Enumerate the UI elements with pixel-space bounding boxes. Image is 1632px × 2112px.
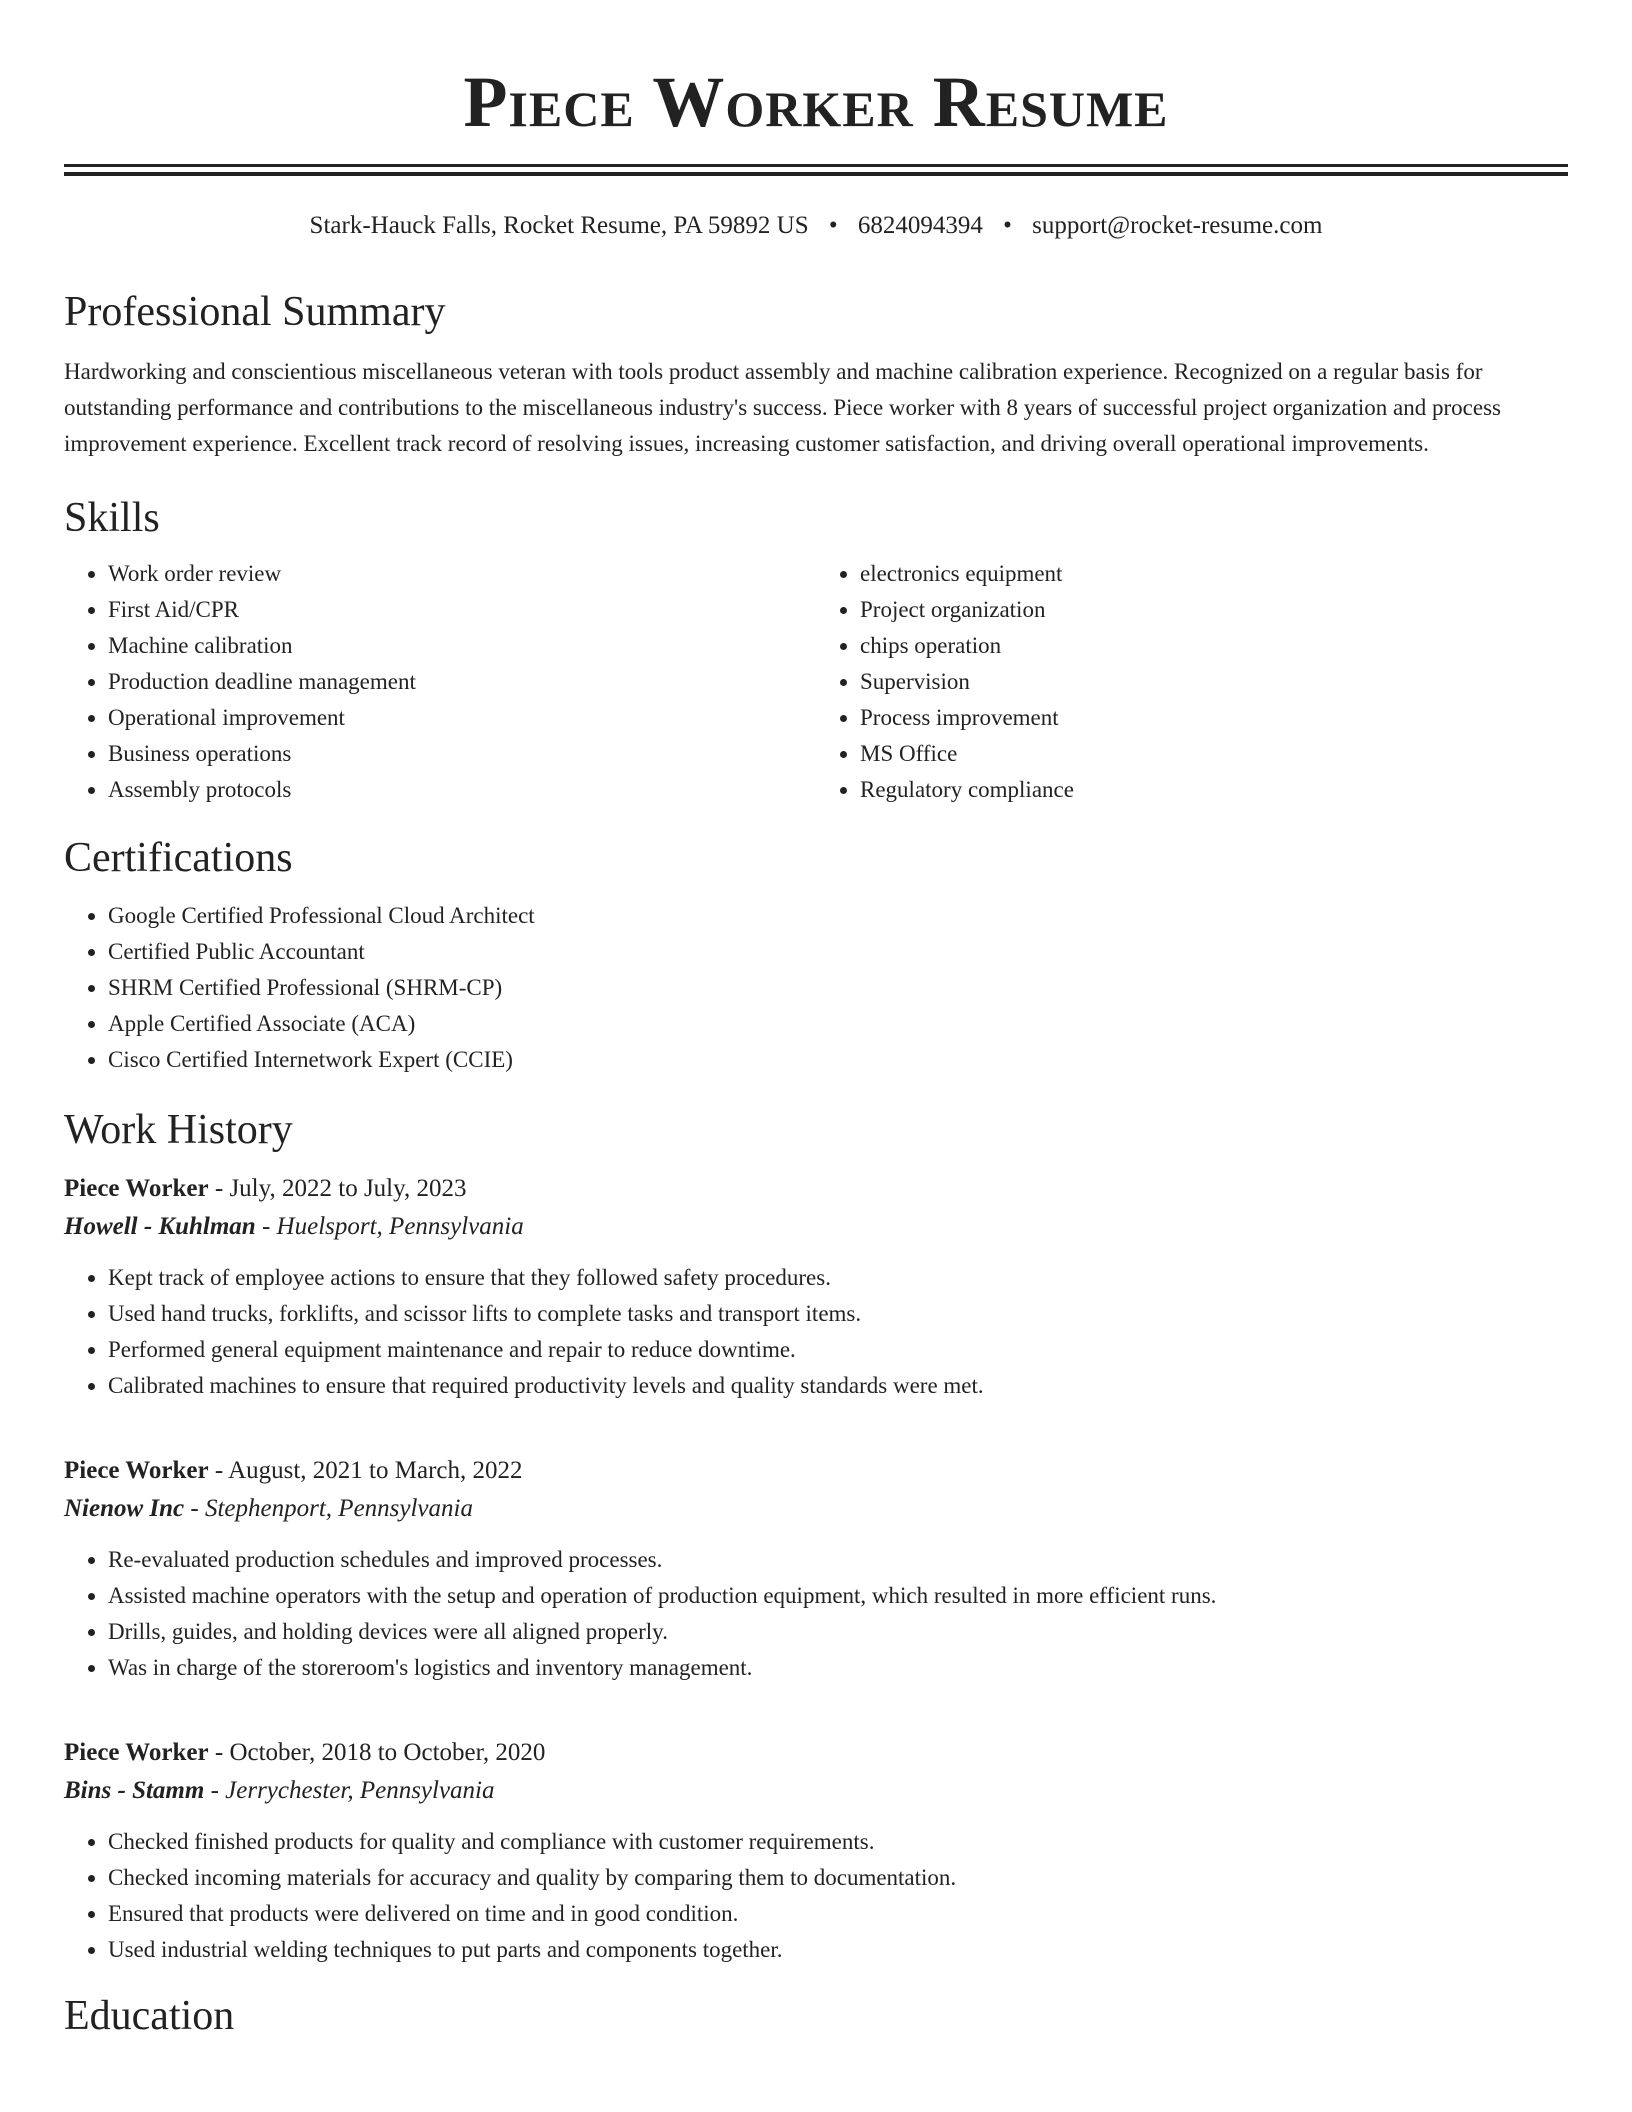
list-item: • Used hand trucks, forklifts, and scissor lifts to complete tasks and transport items. [108, 1296, 1568, 1332]
contact-phone: 6824094394 [857, 212, 983, 239]
title-divider-bottom [64, 172, 1568, 176]
list-item: • Checked finished products for quality and compliance with customer requirements. [108, 1824, 1568, 1860]
list-item: • Ensured that products were delivered on time and in good condition. [108, 1896, 1568, 1932]
list-item: • Regulatory compliance [860, 772, 1568, 808]
list-item: • Production deadline management [108, 664, 816, 700]
section-heading: Education [64, 1993, 235, 2039]
list-item: • Work order review [108, 556, 816, 592]
skills-columns [64, 556, 1568, 808]
job-duties-list [64, 1542, 1568, 1686]
job-title-line [64, 1734, 1568, 1772]
contact-email: support@rocket-resume.com [1032, 212, 1323, 239]
contact-separator: • [828, 212, 838, 239]
list-item: • Calibrated machines to ensure that required productivity levels and quality standards were met. [108, 1368, 1568, 1404]
list-item: • SHRM Certified Professional (SHRM-CP) [108, 970, 1568, 1006]
list-item: • Process improvement [860, 700, 1568, 736]
title-divider-top [64, 164, 1568, 167]
job-dates: - August, 2021 to March, 2022 [208, 1457, 523, 1484]
skills-list-right [816, 556, 1568, 808]
job-title: Piece Worker [64, 1739, 209, 1766]
job-entry [64, 1734, 1568, 1968]
contact-separator: • [1003, 212, 1012, 239]
skills-list-left [64, 556, 816, 808]
section-heading: Professional Summary [64, 289, 446, 335]
job-company: Howell - Kuhlman [64, 1213, 256, 1240]
section-heading: Certifications [64, 835, 293, 881]
job-title-line [64, 1170, 1568, 1208]
list-item: • Cisco Certified Internetwork Expert (CCIE) [108, 1042, 1568, 1078]
job-duties-list [64, 1824, 1568, 1968]
job-duties-list [64, 1260, 1568, 1404]
work-history-section [64, 1104, 1568, 1968]
job-company-line [64, 1490, 1568, 1528]
list-item: • Used industrial welding techniques to put parts and components together. [108, 1932, 1568, 1968]
job-company: Bins - Stamm [64, 1777, 205, 1804]
list-item: • Operational improvement [108, 700, 816, 736]
contact-line [64, 210, 1568, 242]
list-item: • electronics equipment [860, 556, 1568, 592]
section-heading: Work History [64, 1107, 293, 1153]
list-item: • Re-evaluated production schedules and improved processes. [108, 1542, 1568, 1578]
job-dates: - July, 2022 to July, 2023 [208, 1175, 467, 1202]
list-item: • Apple Certified Associate (ACA) [108, 1006, 1568, 1042]
list-item: • First Aid/CPR [108, 592, 816, 628]
list-item: • Google Certified Professional Cloud Architect [108, 898, 1568, 934]
education-section [64, 1990, 1568, 2042]
list-item: • Assembly protocols [108, 772, 816, 808]
certifications-section [64, 832, 1568, 1078]
job-entry [64, 1452, 1568, 1686]
skills-section [64, 492, 1568, 808]
job-company-line [64, 1208, 1568, 1246]
job-title: Piece Worker [64, 1457, 209, 1484]
job-dates: - October, 2018 to October, 2020 [208, 1739, 546, 1766]
job-location: - Stephenport, Pennsylvania [184, 1495, 473, 1522]
certifications-list [64, 898, 1568, 1078]
job-entry [64, 1170, 1568, 1404]
resume-page [64, 0, 1568, 2042]
list-item: • chips operation [860, 628, 1568, 664]
job-company-line [64, 1772, 1568, 1810]
section-heading: Skills [64, 495, 160, 541]
list-item: • Project organization [860, 592, 1568, 628]
professional-summary-section [64, 286, 1568, 462]
job-title: Piece Worker [64, 1175, 209, 1202]
summary-text: Hardworking and conscientious miscellaneous veteran with tools product assembly and machine calibration experience. Recognized on a regular basis for outstanding performance and contributions to the miscellaneous industry's success. Piece worker with 8 years of successful project organization and process improvement experience. Excellent track record of resolving issues, increasing customer satisfaction, and driving overall operational improvements. [64, 359, 1501, 456]
list-item: • Business operations [108, 736, 816, 772]
list-item: • MS Office [860, 736, 1568, 772]
job-company: Nienow Inc [64, 1495, 185, 1522]
list-item: • Machine calibration [108, 628, 816, 664]
list-item: • Supervision [860, 664, 1568, 700]
resume-title: Piece Worker Resume [463, 62, 1169, 142]
job-location: - Huelsport, Pennsylvania [255, 1213, 524, 1240]
contact-address: Stark-Hauck Falls, Rocket Resume, PA 59892 US [309, 212, 809, 239]
list-item: • Was in charge of the storeroom's logistics and inventory management. [108, 1650, 1568, 1686]
list-item: • Performed general equipment maintenance and repair to reduce downtime. [108, 1332, 1568, 1368]
list-item: • Checked incoming materials for accuracy and quality by comparing them to documentation. [108, 1860, 1568, 1896]
list-item: • Kept track of employee actions to ensure that they followed safety procedures. [108, 1260, 1568, 1296]
job-location: - Jerrychester, Pennsylvania [204, 1777, 495, 1804]
list-item: • Assisted machine operators with the setup and operation of production equipment, which resulted in more efficient runs. [108, 1578, 1568, 1614]
list-item: • Certified Public Accountant [108, 934, 1568, 970]
list-item: • Drills, guides, and holding devices were all aligned properly. [108, 1614, 1568, 1650]
job-title-line [64, 1452, 1568, 1490]
